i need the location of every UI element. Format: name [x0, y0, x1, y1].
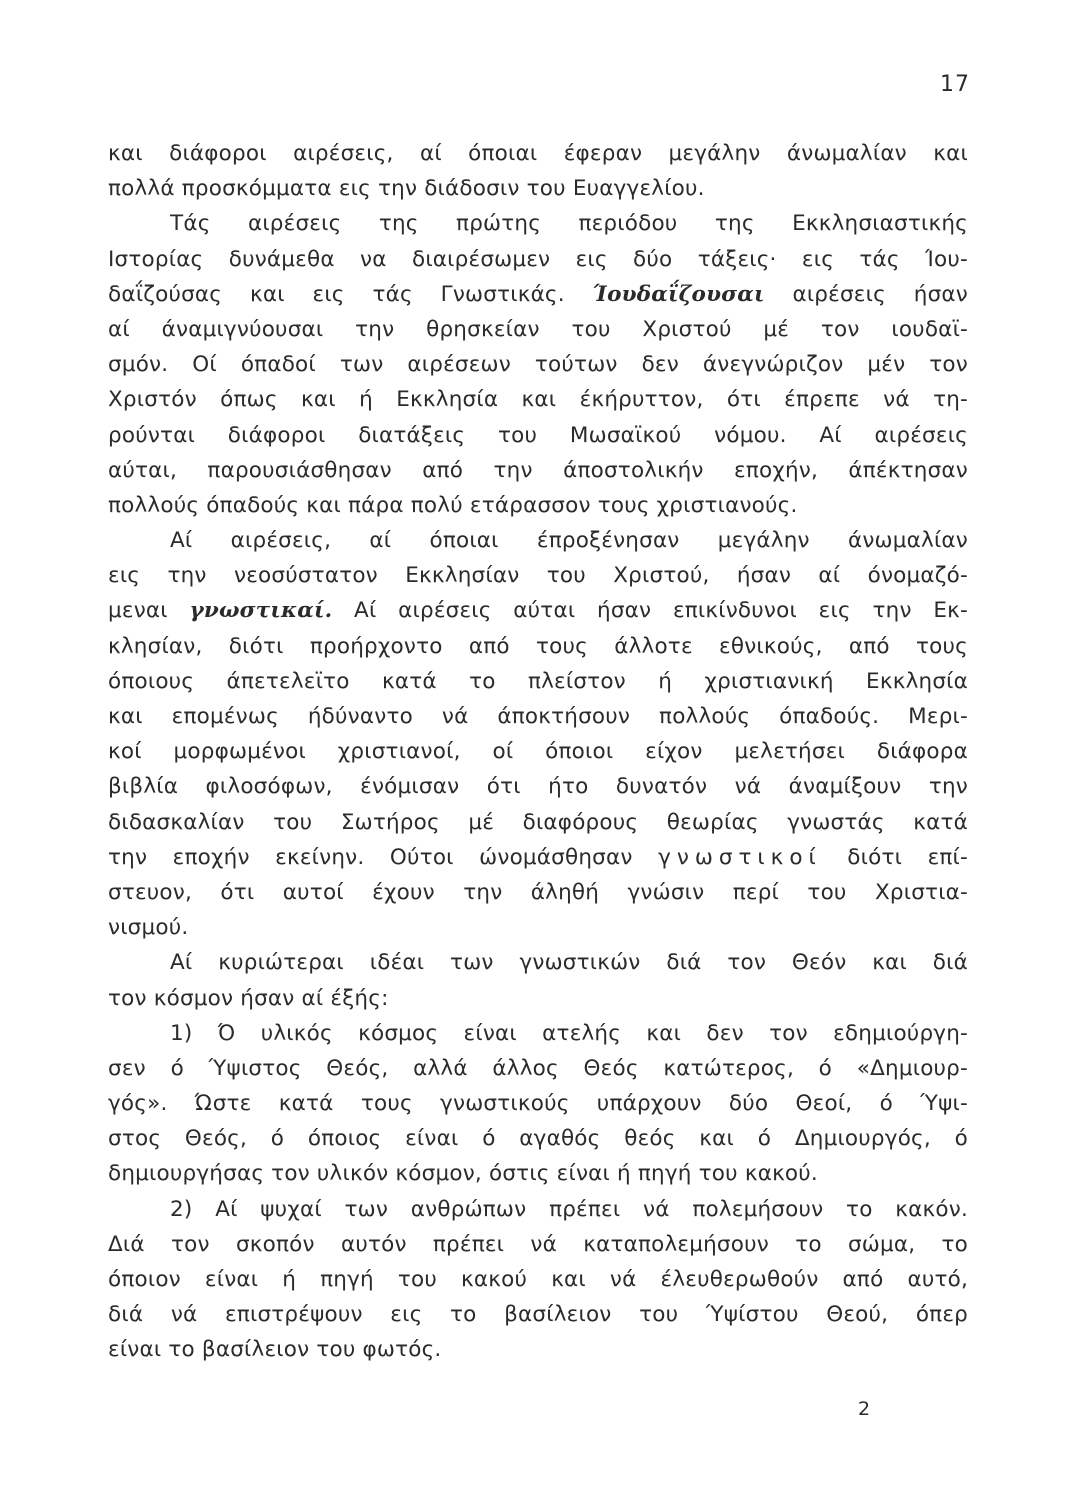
text-segment: διά νά επιστρέψουν εις το βασίλειον του Ύψίστου Θεού, όπερ — [108, 1302, 968, 1328]
text-segment: διδασκαλίαν του Σωτήρος μέ διαφόρους θεωρίας γνωστάς κατά — [108, 809, 968, 835]
text-segment: πολλούς όπαδούς και πάρα πολύ ετάρασσον τους χριστιανούς. — [108, 492, 798, 518]
text-segment: κοί μορφωμένοι χριστιανοί, οί όποιοι είχον μελετήσει διάφορα — [108, 739, 968, 765]
spaced-term: γνωστικοί — [658, 844, 822, 870]
text-line — [108, 1332, 968, 1367]
text-segment: την εποχήν εκείνην. Ούτοι ώνομάσθησαν — [108, 844, 659, 870]
signature-mark: 2 — [858, 1398, 871, 1420]
text-segment: όποιους άπετελεϊτο κατά το πλείστον ή χριστιανική Εκκλησία — [108, 668, 968, 694]
text-line — [108, 981, 968, 1016]
text-segment: δημιουργήσας τον υλικόν κόσμον, όστις είναι ή πηγή του κακού. — [108, 1161, 818, 1187]
text-line — [108, 488, 968, 523]
text-line — [108, 1121, 968, 1156]
text-line — [108, 734, 968, 769]
text-line — [108, 945, 968, 980]
text-segment: 2) Αί ψυχαί των ανθρώπων πρέπει νά πολεμήσουν το κακόν. — [170, 1196, 968, 1222]
text-line — [108, 769, 968, 804]
body-text — [108, 136, 968, 1368]
text-segment: και επομένως ήδύναντο νά άποκτήσουν πολλούς όπαδούς. Μερι- — [108, 704, 968, 729]
text-segment: στευον, ότι αυτοί έχουν την άληθή γνώσιν περί του Χριστια- — [108, 879, 968, 905]
text-line — [108, 593, 968, 628]
text-line — [108, 910, 968, 945]
text-segment: όποιον είναι ή πηγή του κακού και νά έλευθερωθούν από αυτό, — [108, 1267, 968, 1292]
text-line — [108, 1156, 968, 1191]
text-line — [108, 347, 968, 382]
text-line — [108, 1051, 968, 1086]
text-segment: Αί αιρέσεις, αί όποιαι έπροξένησαν μεγάλην άνωμαλίαν — [170, 528, 968, 554]
text-line — [108, 1192, 968, 1227]
text-line — [108, 1016, 968, 1051]
text-line — [108, 840, 968, 875]
text-segment: 1) Ό υλικός κόσμος είναι ατελής και δεν τον εδημιούργη- — [170, 1020, 968, 1046]
text-segment: Διά τον σκοπόν αυτόν πρέπει νά καταπολεμήσουν το σώμα, το — [108, 1231, 968, 1257]
text-segment: κλησίαν, διότι προήρχοντο από τους άλλοτε εθνικούς, από τους — [108, 633, 968, 659]
text-segment: αί άναμιγνύουσαι την θρησκείαν του Χριστού μέ τον ιουδαϊ- — [108, 316, 968, 342]
text-segment: γός». Ώστε κατά τους γνωστικούς υπάρχουν δύο Θεοί, ό Ύψι- — [108, 1091, 968, 1117]
text-line — [108, 206, 968, 241]
text-segment: αιρέσεις ήσαν — [764, 281, 968, 307]
text-segment: αύται, παρουσιάσθησαν από την άποστολικήν εποχήν, άπέκτησαν — [108, 457, 968, 483]
text-segment: Ιστορίας δυνάμεθα να διαιρέσωμεν εις δύο τάξεις· εις τάς Ίου- — [108, 246, 968, 272]
text-segment: Αί αιρέσεις αύται ήσαν επικίνδυνοι εις την Εκ- — [332, 598, 968, 624]
text-segment: και διάφοροι αιρέσεις, αί όποιαι έφεραν μεγάλην άνωμαλίαν και — [108, 141, 968, 166]
text-segment: σμόν. Οί όπαδοί των αιρέσεων τούτων δεν άνεγνώριζον μέν τον — [108, 352, 968, 378]
text-line — [108, 312, 968, 347]
text-segment: σεν ό Ύψιστος Θεός, αλλά άλλος Θεός κατώτερος, ό «Δημιουρ- — [108, 1055, 968, 1081]
emphasized-term: Ίουδαΐζουσαι — [592, 281, 765, 307]
text-line — [108, 875, 968, 910]
text-segment: Τάς αιρέσεις της πρώτης περιόδου της Εκκλησιαστικής — [170, 211, 968, 237]
text-segment: νισμού. — [108, 915, 189, 941]
text-segment: ρούνται διάφοροι διατάξεις του Μωσαϊκού νόμου. Αί αιρέσεις — [108, 422, 968, 448]
text-line — [108, 1086, 968, 1121]
text-line — [108, 805, 968, 840]
text-line — [108, 453, 968, 488]
text-line — [108, 699, 968, 734]
text-line — [108, 277, 968, 312]
text-line — [108, 171, 968, 206]
text-line — [108, 242, 968, 277]
text-line — [108, 629, 968, 664]
text-segment: διότι επί- — [821, 844, 968, 870]
text-segment: τον κόσμον ήσαν αί έξής: — [108, 985, 389, 1011]
emphasized-term: γνωστικαί. — [189, 598, 333, 624]
text-line — [108, 664, 968, 699]
text-line — [108, 1227, 968, 1262]
text-segment: Χριστόν όπως και ή Εκκλησία και έκήρυττον, ότι έπρεπε νά τη- — [108, 387, 968, 413]
text-segment: πολλά προσκόμματα εις την διάδοσιν του Ευαγγελίου. — [108, 176, 705, 202]
text-segment: Αί κυριώτεραι ιδέαι των γνωστικών διά τον Θεόν και διά — [170, 950, 968, 976]
text-line — [108, 1262, 968, 1297]
text-segment: δαΐζούσας και εις τάς Γνωστικάς. — [108, 281, 593, 307]
text-line — [108, 1297, 968, 1332]
text-segment: βιβλία φιλοσόφων, ένόμισαν ότι ήτο δυνατόν νά άναμίξουν την — [108, 774, 968, 800]
text-line — [108, 136, 968, 171]
text-segment: εις την νεοσύστατον Εκκλησίαν του Χριστού, ήσαν αί όνομαζό- — [108, 563, 968, 589]
text-segment: είναι το βασίλειον του φωτός. — [108, 1337, 442, 1363]
text-line — [108, 382, 968, 417]
page-number: 17 — [940, 72, 970, 97]
text-segment: στος Θεός, ό όποιος είναι ό αγαθός θεός και ό Δημιουργός, ό — [108, 1126, 968, 1152]
text-line — [108, 418, 968, 453]
text-segment: μεναι — [108, 598, 190, 624]
text-line — [108, 558, 968, 593]
text-line — [108, 523, 968, 558]
